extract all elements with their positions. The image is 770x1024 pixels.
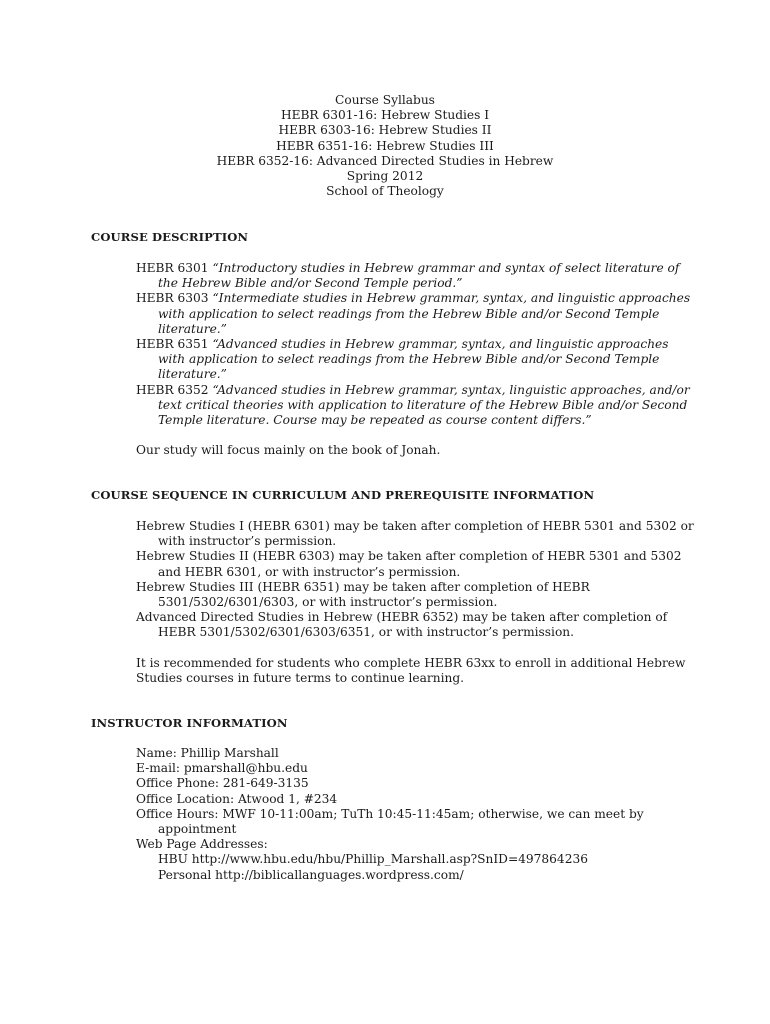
web-pages-label: Web Page Addresses:: [136, 837, 268, 852]
course-entry: [136, 261, 696, 291]
course-description-heading: COURSE DESCRIPTION: [91, 230, 249, 244]
prerequisite-item: Hebrew Studies I (HEBR 6301) may be taken after completion of HEBR 5301 and 5302 or with instructor’s permission.: [136, 519, 694, 549]
instructor-info: [136, 746, 696, 883]
header-line: HEBR 6303-16: Hebrew Studies II: [278, 123, 492, 138]
course-text: “Intermediate studies in Hebrew grammar, syntax, and linguistic approaches with application to select readings from the Hebrew Bible and/or Second Temple literature.”: [158, 291, 691, 336]
focus-text: Our study will focus mainly on the book of Jonah.: [136, 443, 441, 457]
instructor-phone: Office Phone: 281-649-3135: [136, 776, 309, 791]
course-text: “Advanced studies in Hebrew grammar, syntax, linguistic approaches, and/or text critical theories with application to literature of the Hebrew Bible and/or Second Temple literature. Course may be repeated as course content differs.”: [158, 382, 690, 428]
course-code: HEBR 6301: [136, 261, 209, 275]
header-line: Spring 2012: [346, 168, 424, 183]
course-description-list: [136, 261, 696, 428]
recommendation-paragraph: [136, 656, 696, 686]
instructor-name: Name: Phillip Marshall: [136, 746, 279, 760]
course-code: HEBR 6303: [136, 291, 209, 306]
header-line: Course Syllabus: [335, 93, 435, 107]
prerequisite-item: Hebrew Studies III (HEBR 6351) may be taken after completion of HEBR 5301/5302/6301/6303, or with instructor’s permission.: [136, 579, 590, 610]
instructor-location: Office Location: Atwood 1, #234: [136, 791, 338, 806]
recommendation-text: It is recommended for students who complete HEBR 63xx to enroll in additional Hebrew Studies courses in future terms to continue learning.: [136, 656, 686, 686]
syllabus-header: [0, 93, 770, 199]
header-line: HEBR 6301-16: Hebrew Studies I: [280, 108, 490, 123]
course-entry: [136, 291, 696, 337]
prerequisite-item: Hebrew Studies II (HEBR 6303) may be taken after completion of HEBR 5301 and 5302 and HEBR 6301, or with instructor’s permission.: [136, 549, 682, 579]
course-entry: [136, 337, 696, 383]
course-entry: [136, 383, 696, 429]
header-line: HEBR 6352-16: Advanced Directed Studies in Hebrew: [216, 153, 554, 168]
instructor-hours: Office Hours: MWF 10-11:00am; TuTh 10:45-11:45am; otherwise, we can meet by appointment: [136, 806, 644, 837]
web-link-personal[interactable]: Personal http://biblicallanguages.wordpress.com/: [158, 867, 464, 882]
header-line: HEBR 6351-16: Hebrew Studies III: [276, 138, 494, 153]
instructor-heading: INSTRUCTOR INFORMATION: [91, 716, 288, 730]
course-text: “Introductory studies in Hebrew grammar and syntax of select literature of the Hebrew Bible and/or Second Temple period.”: [158, 261, 680, 291]
course-sequence-heading: COURSE SEQUENCE IN CURRICULUM AND PREREQUISITE INFORMATION: [91, 488, 595, 502]
course-text: “Advanced studies in Hebrew grammar, syntax, and linguistic approaches with application to select readings from the Hebrew Bible and/or Second Temple literature.”: [158, 337, 669, 382]
prerequisite-list: [136, 519, 696, 641]
instructor-email: E-mail: pmarshall@hbu.edu: [136, 761, 308, 776]
prerequisite-item: Advanced Directed Studies in Hebrew (HEBR 6352) may be taken after completion of HEBR 5301/5302/6301/6303/6351, or with instructor’s permission.: [136, 610, 668, 640]
web-link-hbu[interactable]: HBU http://www.hbu.edu/hbu/Phillip_Marshall.asp?SnID=497864236: [158, 852, 588, 867]
course-code: HEBR 6352: [136, 382, 209, 397]
course-code: HEBR 6351: [136, 337, 209, 352]
focus-paragraph: [136, 443, 696, 458]
header-line: School of Theology: [326, 184, 444, 199]
